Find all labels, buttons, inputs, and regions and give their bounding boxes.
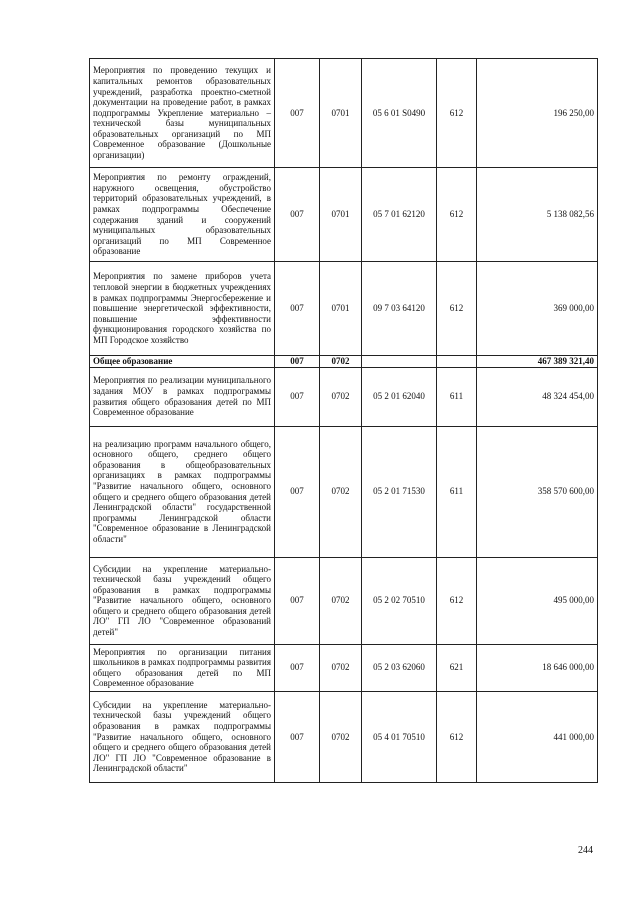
amount: 5 138 082,56 [477, 168, 598, 262]
target-article-code: 05 2 02 70510 [362, 557, 437, 644]
amount: 48 324 454,00 [477, 367, 598, 426]
page-number: 244 [578, 845, 593, 856]
section-code: 0702 [320, 557, 362, 644]
table-row [90, 644, 598, 691]
row-description: Мероприятия по организации питания школьников в рамках подпрограммы развития общего образования детей по МП Современное образование [90, 644, 275, 691]
amount: 358 570 600,00 [477, 426, 598, 557]
amount: 495 000,00 [477, 557, 598, 644]
section-code: 0701 [320, 168, 362, 262]
glava-code: 007 [275, 644, 320, 691]
glava-code: 007 [275, 356, 320, 368]
expense-type-code: 612 [437, 262, 477, 356]
glava-code: 007 [275, 262, 320, 356]
glava-code: 007 [275, 426, 320, 557]
target-article-code: 09 7 03 64120 [362, 262, 437, 356]
section-code: 0702 [320, 691, 362, 782]
table-row [90, 426, 598, 557]
target-article-code [362, 356, 437, 368]
target-article-code: 05 7 01 62120 [362, 168, 437, 262]
section-row [90, 356, 598, 368]
expense-type-code: 611 [437, 367, 477, 426]
amount: 196 250,00 [477, 59, 598, 168]
expense-type-code: 612 [437, 59, 477, 168]
section-code: 0702 [320, 644, 362, 691]
row-description: Мероприятия по реализации муниципального задания МОУ в рамках подпрограммы развития общего образования детей по МП Современное образование [90, 367, 275, 426]
glava-code: 007 [275, 691, 320, 782]
glava-code: 007 [275, 367, 320, 426]
row-description: Мероприятия по проведению текущих и капитальных ремонтов образовательных учреждений, разработка проектно-сметной документации на проведение работ, в рамках подпрограммы Укрепление материально – технической базы муниципальных образовательных организаций по МП Современное образование (Дошкольные организации) [90, 59, 275, 168]
target-article-code: 05 2 03 62060 [362, 644, 437, 691]
target-article-code: 05 2 01 71530 [362, 426, 437, 557]
budget-table [89, 58, 598, 783]
amount: 467 389 321,40 [477, 356, 598, 368]
table-row [90, 557, 598, 644]
row-description: на реализацию программ начального общего, основного общего, среднего общего образования в общеобразовательных организациях в рамках подпрограммы "Развитие начального общего, основного общего и среднего общего образования детей Ленинградской области" государственной программы Ленинградской области "Современное образование в Ленинградской области" [90, 426, 275, 557]
glava-code: 007 [275, 168, 320, 262]
section-code: 0701 [320, 262, 362, 356]
amount: 441 000,00 [477, 691, 598, 782]
expense-type-code: 611 [437, 426, 477, 557]
target-article-code: 05 4 01 70510 [362, 691, 437, 782]
row-description: Общее образование [90, 356, 275, 368]
section-code: 0702 [320, 356, 362, 368]
amount: 18 646 000,00 [477, 644, 598, 691]
target-article-code: 05 2 01 62040 [362, 367, 437, 426]
table-row [90, 59, 598, 168]
table-row [90, 168, 598, 262]
glava-code: 007 [275, 59, 320, 168]
section-code: 0701 [320, 59, 362, 168]
section-code: 0702 [320, 367, 362, 426]
row-description: Мероприятия по ремонту ограждений, наружного освещения, обустройство территорий образовательных учреждений, в рамках подпрограммы Обеспечение содержания зданий и сооружений муниципальных образовательных организаций по МП Современное образование [90, 168, 275, 262]
amount: 369 000,00 [477, 262, 598, 356]
expense-type-code: 612 [437, 168, 477, 262]
row-description: Субсидии на укрепление материально-технической базы учреждений общего образования в рамках подпрограммы "Развитие начального общего, основного общего и среднего общего образования детей ЛО" ГП ЛО "Современное образований детей" [90, 557, 275, 644]
section-code: 0702 [320, 426, 362, 557]
expense-type-code: 612 [437, 557, 477, 644]
table-row [90, 262, 598, 356]
row-description: Мероприятия по замене приборов учета тепловой энергии в бюджетных учреждениях в рамках подпрограммы Энергосбережение и повышение энергетической эффективности, повышение эффективности функционирования городского хозяйства по МП Городское хозяйство [90, 262, 275, 356]
target-article-code: 05 6 01 S0490 [362, 59, 437, 168]
glava-code: 007 [275, 557, 320, 644]
expense-type-code [437, 356, 477, 368]
row-description: Субсидии на укрепление материально-технической базы учреждений общего образования в рамках подпрограммы "Развитие начального общего, основного общего и среднего общего образования детей ЛО" ГП ЛО "Современное образование в Ленинградской области" [90, 691, 275, 782]
table-row [90, 691, 598, 782]
expense-type-code: 621 [437, 644, 477, 691]
table-row [90, 367, 598, 426]
expense-type-code: 612 [437, 691, 477, 782]
budget-table-body [90, 59, 598, 783]
